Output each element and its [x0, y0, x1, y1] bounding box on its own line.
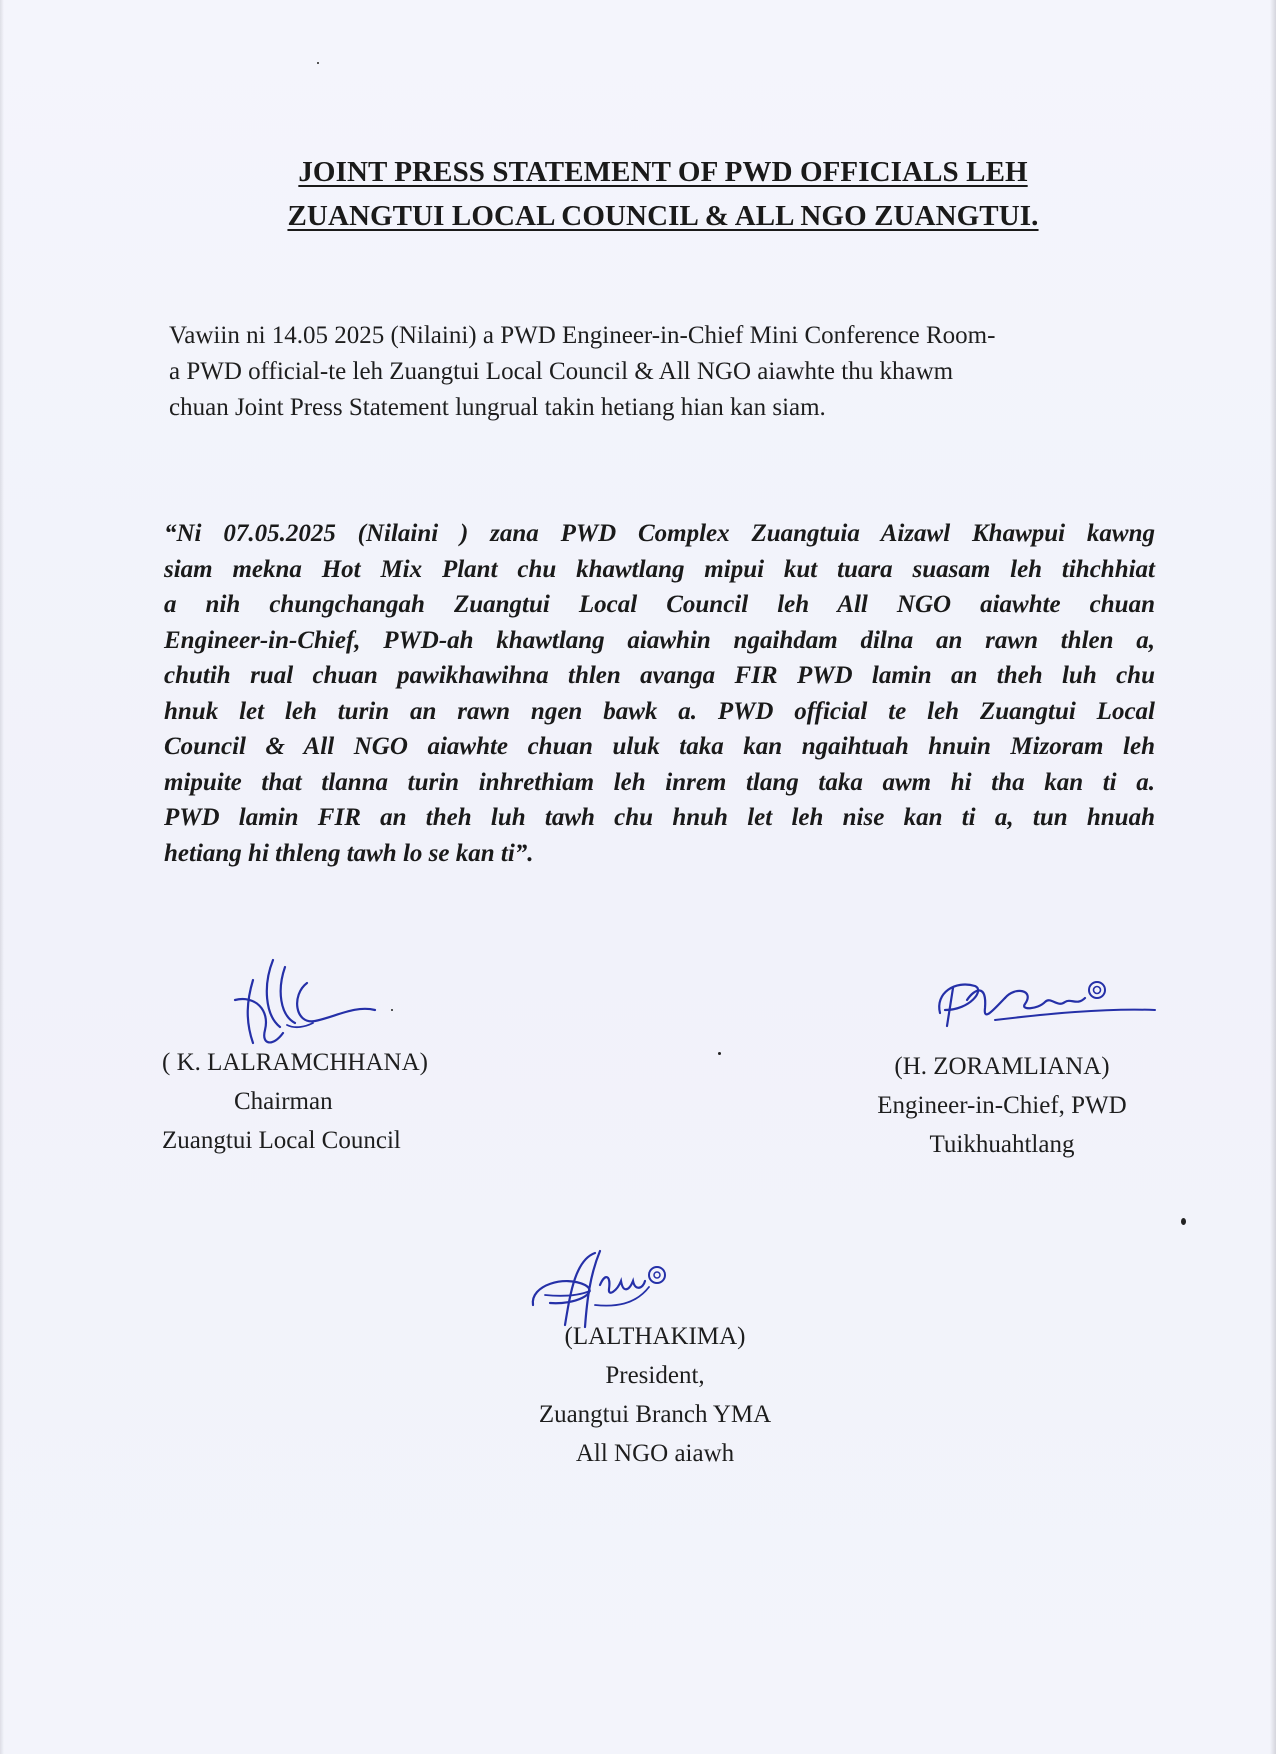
title-line-2: ZUANGTUI LOCAL COUNCIL & ALL NGO ZUANGTUI.: [287, 200, 1039, 232]
signatory-right-name: (H. ZORAMLIANA): [894, 1053, 1110, 1080]
signatory-right: [852, 1047, 1152, 1164]
signature-k-lalramchhana: [225, 955, 395, 1055]
quote-line-10: hetiang hi thleng tawh lo se kan ti”.: [164, 839, 534, 867]
signatory-center-name: (LALTHAKIMA): [564, 1323, 746, 1350]
scan-edge-left: [0, 0, 4, 1754]
signatory-left: [162, 1043, 428, 1160]
quote-line-1: “Ni 07.05.2025 (Nilaini ) zana PWD Complex Zuangtuia Aizawl Khawpui kawng: [164, 520, 1155, 547]
intro-line-1: Vawiin ni 14.05 2025 (Nilaini) a PWD Engineer-in-Chief Mini Conference Room-: [169, 322, 996, 349]
signatory-left-designation: Chairman: [234, 1088, 333, 1115]
signatory-center-designation: President,: [605, 1362, 705, 1389]
quote-line-6: hnuk let leh turin an rawn ngen bawk a. PWD official te leh Zuangtui Local: [164, 697, 1155, 725]
signatory-left-name: ( K. LALRAMCHHANA): [162, 1049, 428, 1076]
scan-speck: [1181, 1218, 1186, 1225]
scan-speck: [317, 62, 319, 64]
signatory-center-role: All NGO aiawh: [575, 1440, 735, 1467]
quote-line-4: Engineer-in-Chief, PWD-ah khawtlang aiawhin ngaihdam dilna an rawn thlen a,: [164, 626, 1155, 654]
intro-line-2: a PWD official-te leh Zuangtui Local Council & All NGO aiawhte thu khawm: [169, 358, 954, 385]
quote-line-9: PWD lamin FIR an theh luh tawh chu hnuh let leh nise kan ti a, tun hnuah: [164, 804, 1155, 831]
scan-edge-right: [1270, 0, 1276, 1754]
signature-h-zoramliana: [925, 968, 1165, 1038]
scan-speck: [391, 1009, 393, 1011]
title-line-1: JOINT PRESS STATEMENT OF PWD OFFICIALS LEH: [298, 156, 1028, 188]
intro-line-3: chuan Joint Press Statement lungrual takin hetiang hian kan siam.: [169, 394, 826, 421]
scan-speck: [718, 1052, 721, 1055]
signatory-center: [500, 1317, 810, 1473]
document-title: [160, 150, 1166, 238]
signatory-center-organization: Zuangtui Branch YMA: [538, 1401, 772, 1428]
intro-paragraph: [169, 318, 1149, 426]
quote-line-2: siam mekna Hot Mix Plant chu khawtlang mipui kut tuara suasam leh tihchhiat: [164, 555, 1155, 583]
statement-quote: [164, 516, 1155, 871]
quote-line-5: chutih rual chuan pawikhawihna thlen avanga FIR PWD lamin an theh luh chu: [164, 662, 1155, 689]
quote-line-3: a nih chungchangah Zuangtui Local Council leh All NGO aiawhte chuan: [164, 591, 1155, 618]
signatory-right-designation: Engineer-in-Chief, PWD: [877, 1092, 1127, 1119]
quote-line-7: Council & All NGO aiawhte chuan uluk taka kan ngaihtuah hnuin Mizoram leh: [164, 733, 1155, 760]
signatory-right-organization: Tuikhuahtlang: [929, 1131, 1075, 1158]
quote-line-8: mipuite that tlanna turin inhrethiam leh inrem tlang taka awm hi tha kan ti a.: [164, 768, 1155, 796]
signatory-left-organization: Zuangtui Local Council: [162, 1127, 401, 1154]
